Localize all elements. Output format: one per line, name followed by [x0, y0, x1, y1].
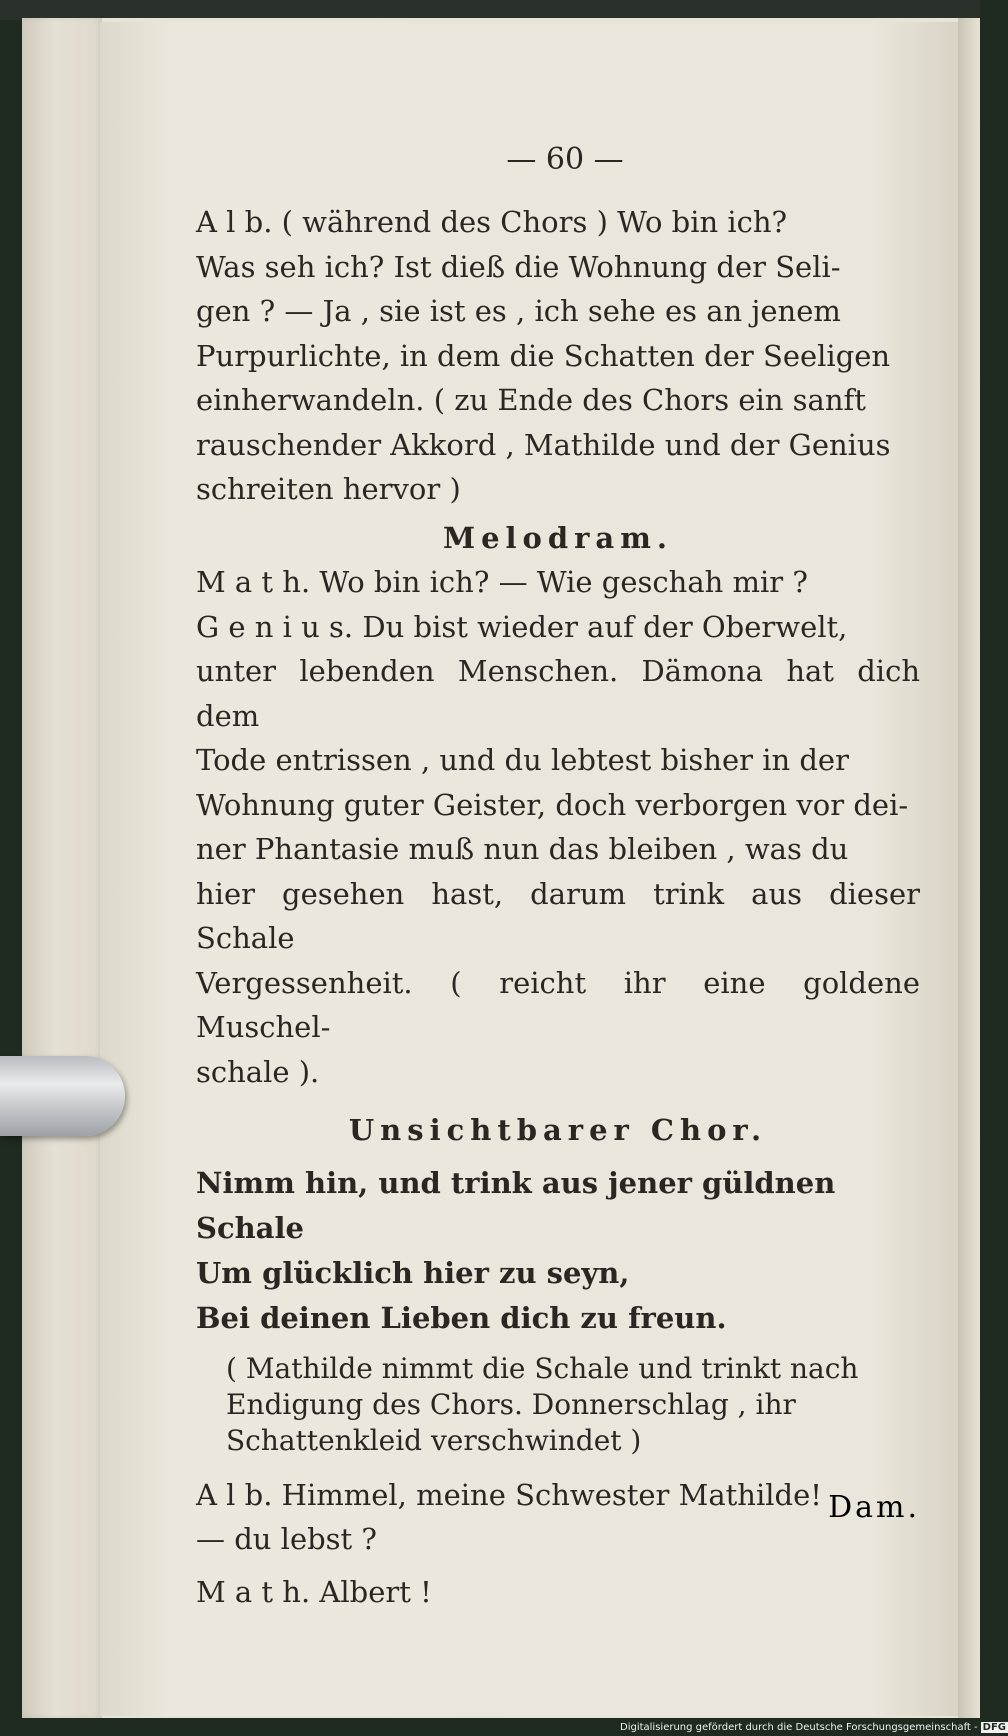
book-clamp — [0, 1056, 125, 1136]
stage-line: Schattenkleid verschwindet ) — [226, 1423, 642, 1457]
text-line: A l b. Himmel, meine Schwester Mathilde! — [196, 1477, 822, 1512]
verse-block — [196, 1161, 920, 1341]
heading-chor: Unsichtbarer Chor. — [348, 1113, 768, 1147]
text-line: A l b. ( während des Chors ) Wo bin ich? — [196, 205, 788, 239]
text-line: einherwandeln. ( zu Ende des Chors ein sanft — [196, 383, 866, 417]
text-line: Wohnung guter Geister, doch verborgen vor dei- — [196, 787, 909, 822]
facing-page-edge — [958, 18, 980, 1718]
scanner-frame-top — [0, 0, 1000, 20]
page-stack-edge — [22, 18, 102, 1718]
verse-line: Bei deinen Lieben dich zu freun. — [196, 1300, 727, 1335]
text-line: — du lebst ? — [196, 1522, 377, 1556]
stage-line: Endigung des Chors. Donnerschlag , ihr — [226, 1387, 796, 1421]
stage-direction — [196, 1351, 920, 1459]
text-line: schreiten hervor ) — [196, 472, 461, 506]
text-line: schale ). — [196, 1054, 320, 1089]
text-line: Purpurlichte, in dem die Schatten der Seeligen — [196, 338, 891, 373]
text-line: Vergessenheit. ( reicht ihr eine goldene Muschel- — [196, 965, 920, 1044]
paragraph-albert — [196, 200, 920, 512]
text-line: ner Phantasie muß nun das bleiben , was du — [196, 832, 849, 866]
text-line: M a t h. Wo bin ich? — Wie geschah mir ? — [196, 565, 808, 599]
text-line: rauschender Akkord , Mathilde und der Genius — [196, 427, 891, 462]
text-line: G e n i u s. Du bist wieder auf der Oberwelt, — [196, 609, 848, 644]
text-line: unter lebenden Menschen. Dämona hat dich dem — [196, 654, 920, 733]
scanner-frame-right — [980, 0, 1000, 1736]
text-line: Tode entrissen , und du lebtest bisher in der — [196, 743, 849, 777]
catchword: Dam. — [828, 1490, 920, 1525]
heading-melodram: Melodram. — [442, 520, 674, 555]
text-line: gen ? — Ja , sie ist es , ich sehe es an jenem — [196, 294, 841, 328]
dfg-logo-badge: DFG — [982, 1722, 1006, 1733]
stage-line: ( Mathilde nimmt die Schale und trinkt nach — [226, 1351, 859, 1385]
text-line: M a t h. Albert ! — [196, 1574, 432, 1609]
text-line: hier gesehen hast, darum trink aus dieser Schale — [196, 876, 920, 955]
footer-text: Digitalisierung gefördert durch die Deutsche Forschungsgemeinschaft - — [620, 1722, 978, 1733]
page-text — [196, 200, 920, 1614]
verse-line: Um glücklich hier zu seyn, — [196, 1255, 630, 1290]
text-line: Was seh ich? Ist dieß die Wohnung der Seli- — [196, 249, 841, 284]
page-number: — 60 — — [506, 142, 624, 177]
verse-line: Nimm hin, und trink aus jener güldnen Schale — [196, 1165, 836, 1245]
paragraph-dialogue — [196, 560, 920, 1094]
digitization-footer — [620, 1722, 1006, 1736]
paragraph-closing — [196, 1473, 920, 1615]
